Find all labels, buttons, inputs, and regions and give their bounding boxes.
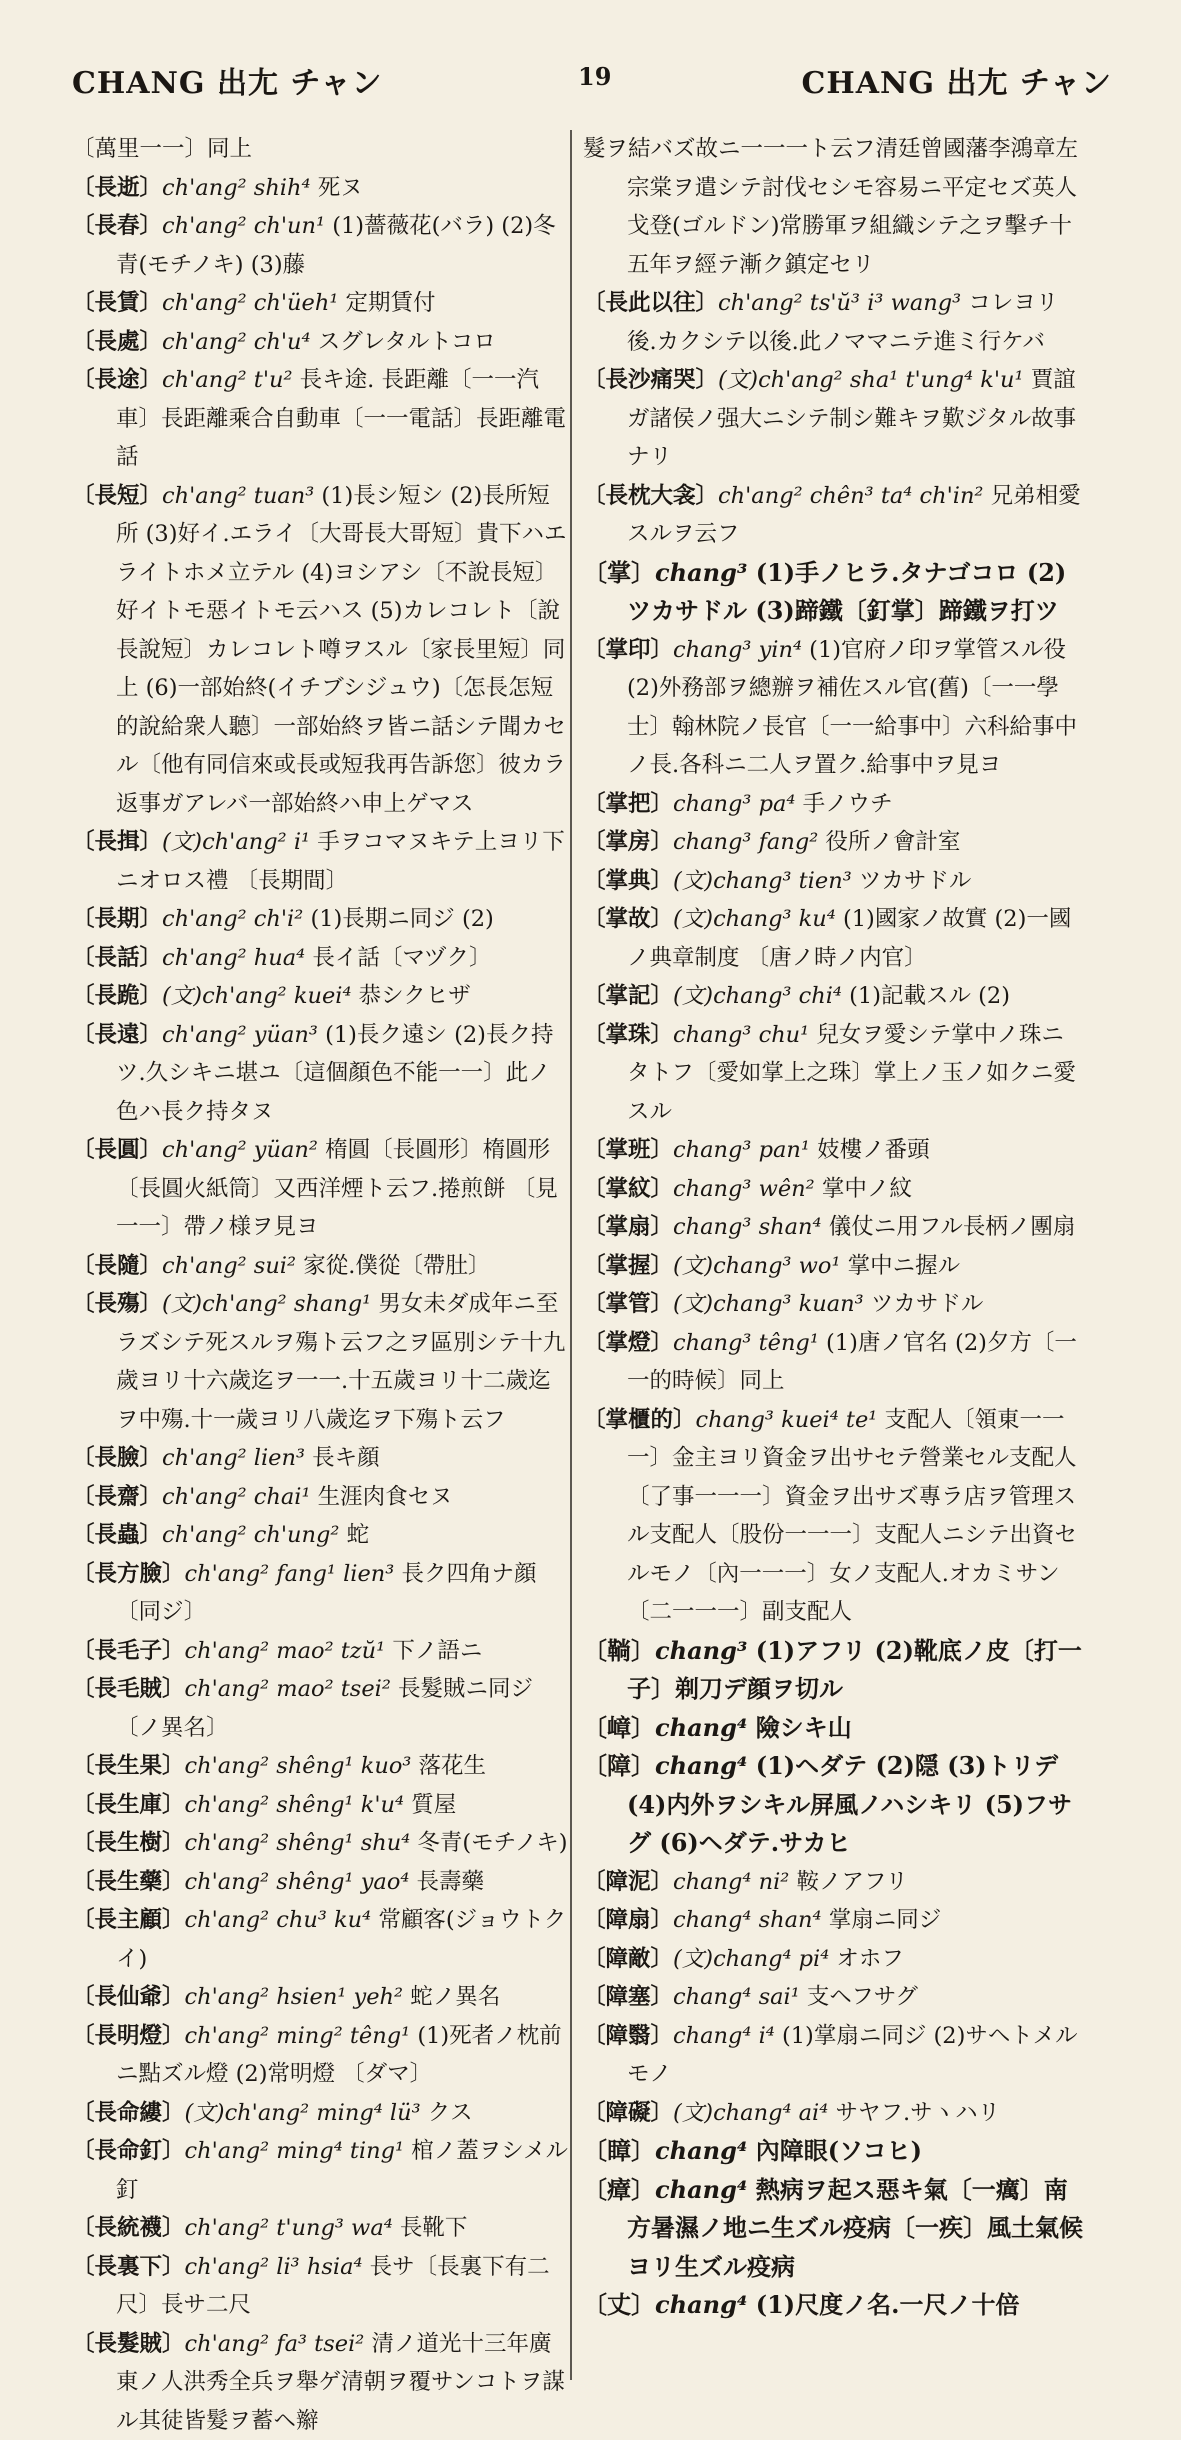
dictionary-entry (583, 1131, 1083, 1170)
dictionary-entry (583, 2132, 1083, 2171)
entry-romanization: (文)ch'ang² sha¹ t'ung⁴ k'u¹ (718, 367, 1024, 393)
entry-romanization: ch'ang² fa³ tsei² (185, 2331, 365, 2357)
entry-headword: 〔長圓〕 (72, 1137, 162, 1163)
header-left: CHANG 出尢 チャン (72, 58, 383, 102)
entry-headword: 〔長命縷〕 (72, 2100, 185, 2126)
entry-romanization: ch'ang² mao² tzŭ¹ (185, 1638, 386, 1664)
entry-definition: 兒女ヲ愛シテ掌中ノ珠ニタトフ〔愛如掌上之珠〕掌上ノ玉ノ如クニ愛スル (627, 1022, 1076, 1125)
dictionary-entry (72, 2132, 572, 2209)
entry-definition: (1)尺度ノ名.一尺ノ十倍 (756, 2290, 1020, 2319)
entry-romanization: chang³ (655, 558, 747, 587)
entry-romanization: chang³ têng¹ (673, 1330, 819, 1356)
left-column (72, 130, 572, 2390)
entry-headword: 〔丈〕 (583, 2290, 655, 2319)
entry-romanization: ch'ang² yüan³ (162, 1022, 318, 1048)
entry-definition: 支配人〔領東一一一〕金主ヨリ資金ヲ出サセテ營業セル支配人〔了事一一一〕資金ヲ出サズ專ラ店ヲ管理スル支配人〔股份一一一〕支配人ニシテ出資セルモノ〔內一一一〕女ノ支配人.オカミサン〔二一一一〕副支配人 (627, 1407, 1077, 1626)
entry-definition: サヤフ.サヽハリ (835, 2100, 1000, 2126)
dictionary-entry (72, 361, 572, 477)
entry-headword: 〔長短〕 (72, 483, 162, 509)
entry-headword: 〔掌房〕 (583, 829, 673, 855)
entry-romanization: ch'ang² tuan³ (162, 483, 314, 509)
entry-romanization: (文)chang⁴ ai⁴ (673, 2100, 828, 2126)
entry-definition: 家從.僕從〔帶肚〕 (303, 1253, 490, 1279)
entry-definition: 妓樓ノ番頭 (817, 1137, 930, 1163)
entry-romanization: chang⁴ (655, 2136, 747, 2165)
entry-definition: (1)唐ノ官名 (2)夕方〔一一的時候〕同上 (627, 1330, 1077, 1395)
entry-headword: 〔掌扇〕 (583, 1214, 673, 1240)
dictionary-entry (72, 2209, 572, 2248)
dictionary-entry (583, 1016, 1083, 1132)
entry-headword: 〔長春〕 (72, 213, 162, 239)
entry-definition: 蛇ノ異名 (410, 1984, 500, 2010)
page-number: 19 (578, 62, 611, 91)
entry-romanization: ch'ang² fang¹ lien³ (185, 1561, 395, 1587)
header-right: CHANG 出尢 チャン (801, 58, 1112, 102)
entry-definition: 長壽藥 (417, 1869, 485, 1895)
dictionary-entry (72, 1863, 572, 1902)
entry-headword: 〔長期〕 (72, 906, 162, 932)
entry-romanization: ch'ang² ch'un¹ (162, 213, 325, 239)
dictionary-entry (72, 1016, 572, 1132)
entry-definition: (1)アフリ (2)靴底ノ皮〔打一子〕剃刀デ顔ヲ切ル (627, 1636, 1082, 1704)
entry-romanization: ch'ang² shêng¹ shu⁴ (185, 1830, 411, 1856)
entry-romanization: ch'ang² ch'ung² (162, 1522, 339, 1548)
dictionary-entry (583, 2094, 1083, 2133)
entry-romanization: chang⁴ i⁴ (673, 2023, 775, 2049)
entry-definition: 長イ話〔マヅク〕 (312, 945, 491, 971)
entry-romanization: ch'ang² shêng¹ k'u⁴ (185, 1792, 405, 1818)
entry-romanization: chang⁴ sai¹ (673, 1984, 800, 2010)
entry-romanization: chang⁴ (655, 1751, 747, 1780)
entry-definition: 掌扇ニ同ジ (829, 1907, 942, 1933)
entry-definition: 落花生 (419, 1753, 487, 1779)
entry-headword: 〔長髮賊〕 (72, 2331, 185, 2357)
dictionary-entry (72, 2248, 572, 2325)
entry-headword: 〔長蟲〕 (72, 1522, 162, 1548)
dictionary-entry (583, 1208, 1083, 1247)
entry-headword: 〔障〕 (583, 1751, 655, 1780)
entry-romanization: (文)chang³ chi⁴ (673, 983, 842, 1009)
entry-definition: 定期賃付 (346, 290, 436, 316)
entry-definition: (1)長シ短シ (2)長所短所 (3)好イ.エライ〔大哥長大哥短〕貴下ハエライトホメ立テル (4)ヨシアシ〔不說長短〕好イトモ惡イトモ云ハス (5)カレコレト〔說長說短〕カレコレト噂ヲスル〔家長里短〕同上 (6)一部始終(イチブシジュウ)〔怎長怎短的說給衆人聽〕一部始終ヲ皆ニ話シテ聞カセル〔他有同信來或長或短我再告訴您〕彼カラ返事ガアレバ一部始終ハ申上ゲマス (116, 483, 567, 817)
right-column (583, 130, 1083, 2390)
dictionary-entry (583, 862, 1083, 901)
entry-definition: 清ノ道光十三年廣東ノ人洪秀全兵ヲ舉ゲ清朝ヲ覆サンコトヲ謀ル其徒皆髮ヲ蓄ヘ辮 (116, 2331, 565, 2434)
entry-headword: 〔長殤〕 (72, 1291, 162, 1317)
entry-headword: 〔瞕〕 (583, 2136, 655, 2165)
entry-definition: 儀仗ニ用フル長柄ノ團扇 (829, 1214, 1076, 1240)
entry-headword: 〔長明燈〕 (72, 2023, 185, 2049)
dictionary-entry (72, 1555, 572, 1632)
dictionary-entry (72, 2325, 572, 2440)
entry-romanization: chang⁴ shan⁴ (673, 1907, 822, 1933)
entry-headword: 〔障扇〕 (583, 1907, 673, 1933)
entry-romanization: ch'ang² chu³ ku⁴ (185, 1907, 372, 1933)
entry-romanization: ch'ang² ts'ŭ³ i³ wang³ (718, 290, 961, 316)
entry-headword: 〔長生藥〕 (72, 1869, 185, 1895)
entry-definition: 棺ノ蓋ヲシメル釘 (116, 2138, 568, 2203)
dictionary-entry (583, 1940, 1083, 1979)
dictionary-entry (583, 1901, 1083, 1940)
entry-definition: (1)掌扇ニ同ジ (2)サヘトメルモノ (627, 2023, 1078, 2088)
dictionary-entry (72, 1247, 572, 1286)
entry-definition: スグレタルトコロ (318, 329, 496, 355)
entry-romanization: ch'ang² ming² têng¹ (185, 2023, 411, 2049)
entry-definition: 楕圓〔長圓形〕楕圓形〔長圓火紙筒〕又西洋煙ト云フ.捲煎餅 〔見一一〕帶ノ様ヲ見ヨ (116, 1137, 558, 1240)
entry-definition: 掌中ニ握ル (848, 1253, 961, 1279)
entry-romanization: chang⁴ ni² (673, 1869, 789, 1895)
entry-definition: 內障眼(ソコヒ) (756, 2136, 922, 2165)
entry-definition: 蛇 (347, 1522, 370, 1548)
entry-romanization: ch'ang² hua⁴ (162, 945, 305, 971)
dictionary-entry (72, 1978, 572, 2017)
entry-definition: 賈誼ガ諸侯ノ强大ニシテ制シ難キヲ歎ジタル故事ナリ (627, 367, 1076, 470)
dictionary-entry (583, 2286, 1083, 2325)
entry-romanization: chang³ pa⁴ (673, 791, 795, 817)
entry-headword: 〔鞝〕 (583, 1636, 655, 1665)
entry-headword: 〔掌把〕 (583, 791, 673, 817)
entry-romanization: chang³ (655, 1636, 747, 1665)
entry-definition: 〔萬里一一〕同上 (72, 136, 252, 162)
entry-romanization: chang⁴ (655, 2175, 747, 2204)
entry-romanization: ch'ang² li³ hsia⁴ (185, 2254, 363, 2280)
entry-definition: 手ヲコマヌキテ上ヨリ下ニオロス禮 〔長期間〕 (116, 829, 565, 894)
dictionary-entry (72, 1786, 572, 1825)
entry-romanization: ch'ang² shih⁴ (162, 175, 311, 201)
dictionary-entry (583, 1978, 1083, 2017)
entry-definition: (1)死者ノ枕前ニ點ズル燈 (2)常明燈 〔ダマ〕 (116, 2023, 562, 2088)
entry-definition: 長キ顔 (312, 1445, 380, 1471)
entry-romanization: ch'ang² shêng¹ yao⁴ (185, 1869, 410, 1895)
entry-definition: 險シキ山 (756, 1713, 852, 1742)
entry-headword: 〔長揖〕 (72, 829, 162, 855)
entry-definition: 長ク四角ナ顔 〔同ジ〕 (116, 1561, 536, 1626)
entry-headword: 〔掌紋〕 (583, 1176, 673, 1202)
dictionary-entry (583, 631, 1083, 785)
entry-definition: 鞍ノアフリ (796, 1869, 908, 1895)
entry-headword: 〔掌握〕 (583, 1253, 673, 1279)
entry-headword: 〔掌班〕 (583, 1137, 673, 1163)
dictionary-entry (72, 323, 572, 362)
entry-headword: 〔掌櫃的〕 (583, 1407, 696, 1433)
entry-headword: 〔長隨〕 (72, 1253, 162, 1279)
entry-headword: 〔障敵〕 (583, 1946, 673, 1972)
entry-definition: 長サ〔長裏下有二尺〕長サ二尺 (116, 2254, 550, 2319)
dictionary-entry (72, 1632, 572, 1671)
dictionary-entry (583, 1170, 1083, 1209)
entry-definition: 役所ノ會計室 (825, 829, 960, 855)
dictionary-entry (583, 477, 1083, 554)
entry-definition: (1)長ク遠シ (2)長ク持ツ.久シキニ堪ユ〔這個顏色不能一一〕此ノ色ハ長ク持タヌ (116, 1022, 553, 1125)
entry-romanization: (文)ch'ang² kuei⁴ (162, 983, 351, 1009)
entry-definition: 手ノウチ (803, 791, 893, 817)
entry-romanization: chang⁴ (655, 1713, 747, 1742)
dictionary-entry (583, 1324, 1083, 1401)
entry-headword: 〔瘴〕 (583, 2175, 655, 2204)
dictionary-entry (583, 900, 1083, 977)
dictionary-entry (72, 1670, 572, 1747)
entry-headword: 〔長生庫〕 (72, 1792, 185, 1818)
dictionary-entry (72, 477, 572, 824)
entry-romanization: ch'ang² chên³ ta⁴ ch'in² (718, 483, 983, 509)
entry-romanization: (文)chang³ wo¹ (673, 1253, 840, 1279)
page-header (72, 58, 1112, 114)
dictionary-entry (583, 1632, 1083, 1709)
entry-romanization: (文)ch'ang² i¹ (162, 829, 310, 855)
entry-headword: 〔掌管〕 (583, 1291, 673, 1317)
entry-romanization: chang³ shan⁴ (673, 1214, 822, 1240)
entry-headword: 〔長生樹〕 (72, 1830, 185, 1856)
dictionary-entry (72, 1439, 572, 1478)
entry-romanization: ch'ang² ch'u⁴ (162, 329, 311, 355)
dictionary-entry (72, 207, 572, 284)
entry-romanization: chang⁴ (655, 2290, 747, 2319)
dictionary-entry (72, 939, 572, 978)
entry-romanization: (文)chang⁴ pi⁴ (673, 1946, 829, 1972)
entry-romanization: ch'ang² yüan² (162, 1137, 318, 1163)
entry-headword: 〔長方臉〕 (72, 1561, 185, 1587)
dictionary-entry (583, 1863, 1083, 1902)
entry-definition: (1)薔薇花(バラ) (2)冬青(モチノキ) (3)藤 (116, 213, 556, 278)
dictionary-entry (72, 1478, 572, 1517)
entry-romanization: ch'ang² ch'üeh¹ (162, 290, 338, 316)
entry-headword: 〔掌燈〕 (583, 1330, 673, 1356)
dictionary-entry (72, 284, 572, 323)
dictionary-entry (72, 1747, 572, 1786)
dictionary-entry (583, 2017, 1083, 2094)
dictionary-entry (72, 900, 572, 939)
dictionary-entry (583, 823, 1083, 862)
entry-definition: クス (428, 2100, 473, 2126)
entry-definition: (1)國家ノ故實 (2)一國ノ典章制度 〔唐ノ時ノ内官〕 (627, 906, 1071, 971)
entry-definition: (1)手ノヒラ.タナゴコロ (2)ツカサドル (3)蹄鐵〔釘掌〕蹄鐵ヲ打ツ (627, 558, 1066, 626)
entry-headword: 〔障翳〕 (583, 2023, 673, 2049)
entry-headword: 〔長遠〕 (72, 1022, 162, 1048)
dictionary-entry (72, 1516, 572, 1555)
entry-definition: 兄弟相愛スルヲ云フ (627, 483, 1081, 548)
dictionary-entry (72, 1901, 572, 1978)
dictionary-entry (583, 284, 1083, 361)
entry-definition: ツカサドル (871, 1291, 984, 1317)
entry-headword: 〔嶂〕 (583, 1713, 655, 1742)
entry-definition: 掌中ノ紋 (822, 1176, 912, 1202)
entry-definition: (1)長期ニ同ジ (2) (310, 906, 493, 932)
entry-headword: 〔掌故〕 (583, 906, 673, 932)
entry-definition: 常顧客(ジョウトクイ) (116, 1907, 566, 1972)
entry-romanization: ch'ang² mao² tsei² (185, 1676, 391, 1702)
entry-headword: 〔長裏下〕 (72, 2254, 185, 2280)
entry-romanization: ch'ang² t'ung³ wa⁴ (185, 2215, 393, 2241)
entry-headword: 〔長齋〕 (72, 1484, 162, 1510)
entry-headword: 〔長途〕 (72, 367, 162, 393)
entry-headword: 〔長主顧〕 (72, 1907, 185, 1933)
dictionary-entry (583, 977, 1083, 1016)
entry-headword: 〔長毛子〕 (72, 1638, 185, 1664)
entry-romanization: chang³ wên² (673, 1176, 815, 1202)
entry-romanization: (文)chang³ tien³ (673, 868, 852, 894)
entry-romanization: chang³ pan¹ (673, 1137, 810, 1163)
entry-headword: 〔長此以往〕 (583, 290, 718, 316)
entry-romanization: (文)chang³ kuan³ (673, 1291, 864, 1317)
entry-headword: 〔障泥〕 (583, 1869, 673, 1895)
entry-romanization: chang³ chu¹ (673, 1022, 809, 1048)
dictionary-entry (583, 1401, 1083, 1632)
dictionary-entry (72, 823, 572, 900)
entry-romanization: ch'ang² ch'i² (162, 906, 303, 932)
entry-romanization: ch'ang² lien³ (162, 1445, 305, 1471)
dictionary-entry (583, 2171, 1083, 2287)
entry-romanization: ch'ang² sui² (162, 1253, 296, 1279)
entry-headword: 〔長處〕 (72, 329, 162, 355)
entry-romanization: chang³ kuei⁴ te¹ (696, 1407, 878, 1433)
dictionary-entry (583, 1747, 1083, 1863)
dictionary-entry (72, 169, 572, 208)
entry-definition: 男女未ダ成年ニ至ラズシテ死スルヲ殤ト云フ之ヲ區別シテ十九歲ヨリ十六歲迄ヲ一一.十五歲ヨリ十二歲迄ヲ中殤.十一歲ヨリ八歲迄ヲ下殤ト云フ (116, 1291, 565, 1433)
dictionary-entry (583, 785, 1083, 824)
entry-definition: 長靴下 (400, 2215, 468, 2241)
entry-romanization: ch'ang² shêng¹ kuo³ (185, 1753, 412, 1779)
entry-definition: 冬青(モチノキ) (417, 1830, 567, 1856)
entry-romanization: ch'ang² ming⁴ ting¹ (185, 2138, 405, 2164)
dictionary-entry (72, 2094, 572, 2133)
entry-headword: 〔掌印〕 (583, 637, 673, 663)
entry-definition: 恭シクヒザ (359, 983, 471, 1009)
entry-definition: (1)記載スル (2) (849, 983, 1010, 1009)
entry-headword: 〔長枕大衾〕 (583, 483, 718, 509)
entry-definition: ツカサドル (859, 868, 972, 894)
entry-headword: 〔長生果〕 (72, 1753, 185, 1779)
entry-definition: 長キ途. 長距離〔一一汽車〕長距離乘合自動車〔一一電話〕長距離電話 (116, 367, 566, 470)
entry-headword: 〔長賃〕 (72, 290, 162, 316)
dictionary-entry (583, 1285, 1083, 1324)
dictionary-entry (583, 361, 1083, 477)
dictionary-entry (72, 1824, 572, 1863)
entry-headword: 〔障塞〕 (583, 1984, 673, 2010)
entry-headword: 〔掌〕 (583, 558, 655, 587)
entry-definition: 長髮賊ニ同ジ 〔ノ異名〕 (116, 1676, 533, 1741)
dictionary-entry (583, 1247, 1083, 1286)
entry-definition: オホフ (836, 1946, 904, 1972)
entry-headword: 〔長統襪〕 (72, 2215, 185, 2241)
entry-definition: 支ヘフサグ (807, 1984, 918, 2010)
entry-romanization: (文)ch'ang² shang¹ (162, 1291, 371, 1317)
entry-definition: 下ノ語ニ (392, 1638, 482, 1664)
entry-definition: コレヨリ後.カクシテ以後.此ノママニテ進ミ行ケバ (627, 290, 1058, 355)
dictionary-entry (72, 977, 572, 1016)
entry-definition: 髮ヲ結バズ故ニ一一一ト云フ清廷曾國藩李鴻章左宗棠ヲ遣シテ討伐セシモ容易ニ平定セズ英人戈登(ゴルドン)常勝軍ヲ組織シテ之ヲ擊チ十五年ヲ經テ漸ク鎮定セリ (583, 136, 1078, 278)
entry-headword: 〔掌典〕 (583, 868, 673, 894)
dictionary-entry (583, 130, 1083, 284)
entry-definition: 熱病ヲ起ス惡キ氣〔一癘〕南方暑濕ノ地ニ生ズル疫病〔一疾〕風土氣候ヨリ生ズル疫病 (627, 2175, 1083, 2281)
entry-headword: 〔掌珠〕 (583, 1022, 673, 1048)
entry-romanization: (文)chang³ ku⁴ (673, 906, 836, 932)
dictionary-entry (583, 1709, 1083, 1748)
entry-headword: 〔障礙〕 (583, 2100, 673, 2126)
entry-romanization: ch'ang² hsien¹ yeh² (185, 1984, 404, 2010)
entry-headword: 〔長仙爺〕 (72, 1984, 185, 2010)
entry-romanization: chang³ fang² (673, 829, 818, 855)
dictionary-entry (583, 554, 1083, 631)
entry-definition: 死ヌ (318, 175, 363, 201)
entry-headword: 〔長話〕 (72, 945, 162, 971)
entry-definition: 生涯肉食セヌ (318, 1484, 453, 1510)
entry-definition: (1)官府ノ印ヲ掌管スル役 (2)外務部ヲ總辦ヲ補佐スル官(舊)〔一一學士〕翰林院ノ長官〔一一給事中〕六科給事中ノ長.各科ニ二人ヲ置ク.給事中ヲ見ヨ (627, 637, 1077, 779)
dictionary-entry (72, 130, 572, 169)
dictionary-entry (72, 1285, 572, 1439)
entry-romanization: ch'ang² t'u² (162, 367, 293, 393)
dictionary-entry (72, 1131, 572, 1247)
entry-headword: 〔長跪〕 (72, 983, 162, 1009)
entry-definition: 質屋 (411, 1792, 456, 1818)
entry-headword: 〔長逝〕 (72, 175, 162, 201)
entry-headword: 〔掌記〕 (583, 983, 673, 1009)
entry-romanization: ch'ang² chai¹ (162, 1484, 310, 1510)
entry-headword: 〔長沙痛哭〕 (583, 367, 718, 393)
entry-headword: 〔長命釘〕 (72, 2138, 185, 2164)
entry-definition: (1)ヘダテ (2)隠 (3)トリデ (4)内外ヲシキル屏風ノハシキリ (5)フサグ (6)ヘダテ.サカヒ (627, 1751, 1072, 1857)
dictionary-entry (72, 2017, 572, 2094)
entry-romanization: (文)ch'ang² ming⁴ lü³ (185, 2100, 421, 2126)
entry-romanization: chang³ yin⁴ (673, 637, 802, 663)
entry-headword: 〔長毛賊〕 (72, 1676, 185, 1702)
entry-headword: 〔長臉〕 (72, 1445, 162, 1471)
